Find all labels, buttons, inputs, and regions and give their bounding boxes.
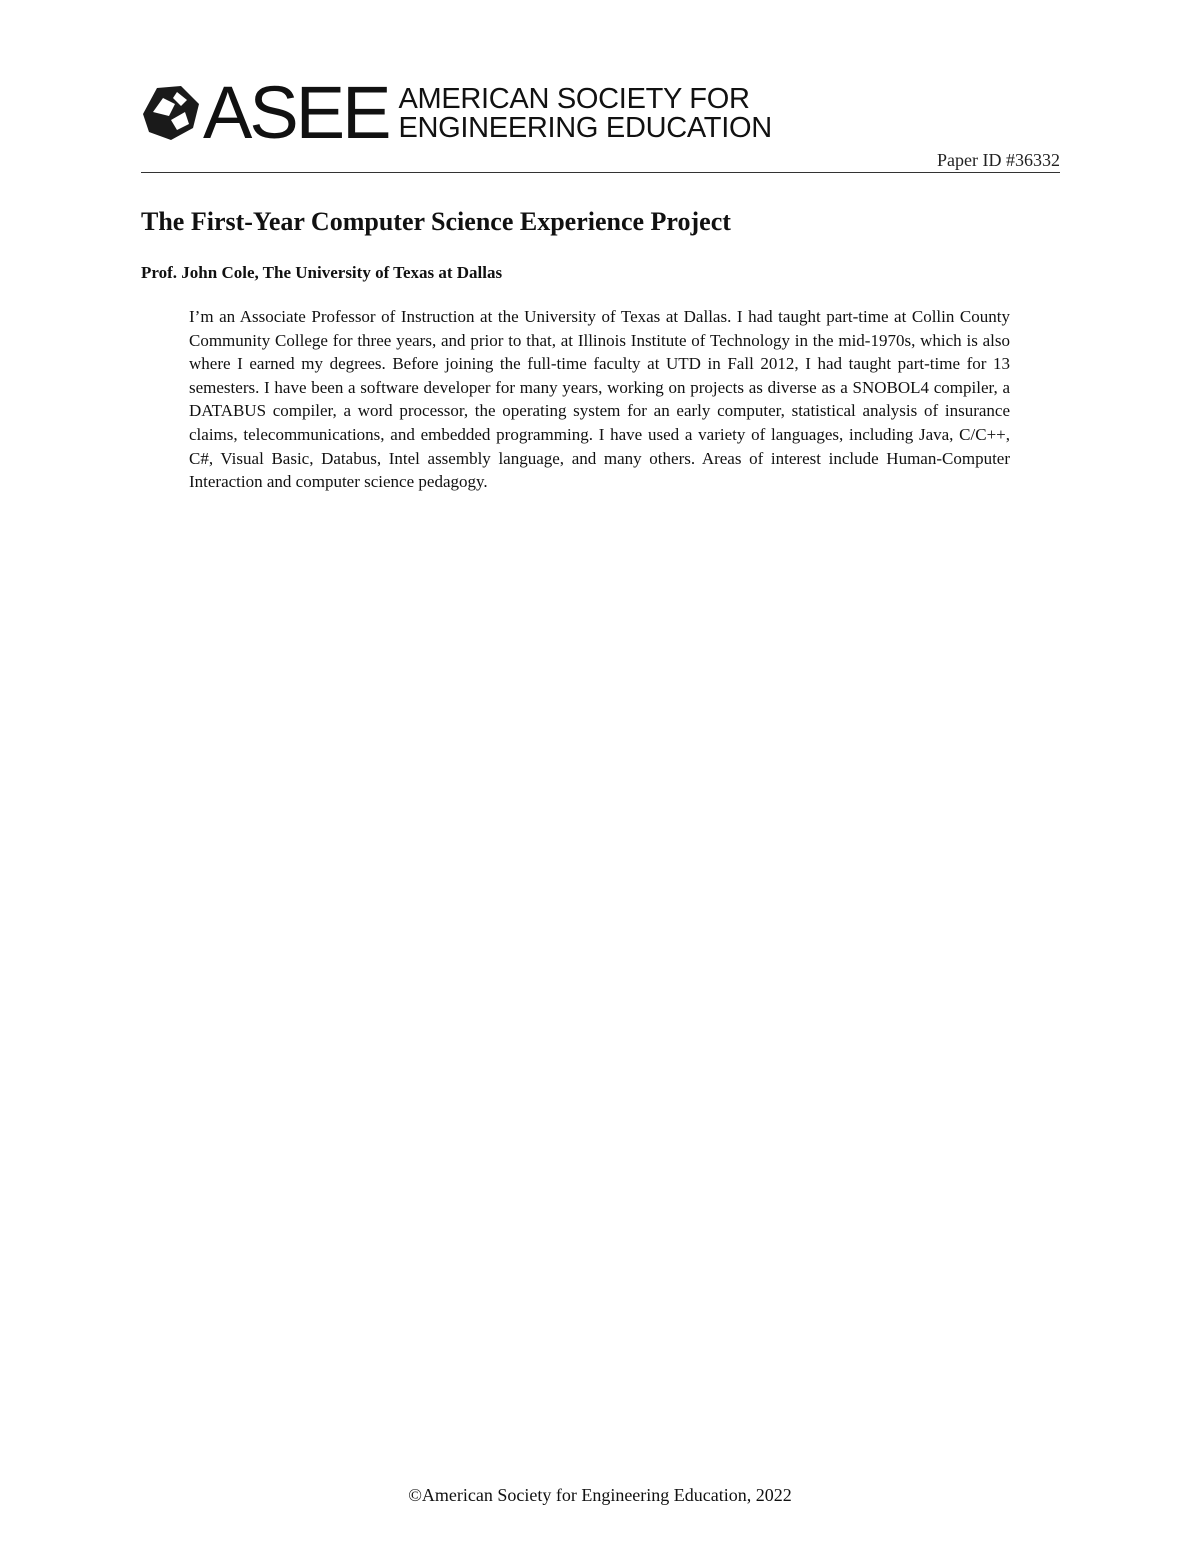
header-divider <box>141 172 1060 173</box>
paper-id: Paper ID #36332 <box>937 150 1060 170</box>
copyright-footer: ©American Society for Engineering Education, 2022 <box>408 1485 792 1505</box>
paper-title: The First-Year Computer Science Experience Project <box>141 207 731 236</box>
logo-acronym: ASEE <box>203 71 389 154</box>
logo-name-line1: AMERICAN SOCIETY FOR <box>398 83 750 115</box>
asee-emblem-icon <box>141 82 201 142</box>
author-bio: I’m an Associate Professor of Instruction at the University of Texas at Dallas. I had taught part-time at Collin County Community College for three years, and prior to that, at Illinois Institute of Technology in the mid-1970s, which is also where I earned my degrees. Before joining the full-time faculty at UTD in Fall 2012, I had taught part-time for 13 semesters. I have been a software developer for many years, working on projects as diverse as a SNOBOL4 compiler, a DATABUS compiler, a word processor, the operating system for an early computer, statistical analysis of insurance claims, telecommunications, and embedded programming. I have used a variety of languages, including Java, C/C++, C#, Visual Basic, Databus, Intel assembly language, and many others. Areas of interest include Human-Computer Interaction and computer science pedagogy. <box>189 307 1010 492</box>
author-line: Prof. John Cole, The University of Texas at Dallas <box>141 263 503 282</box>
logo-name-line2: ENGINEERING EDUCATION <box>398 112 772 144</box>
page-header <box>141 71 1060 174</box>
asee-logo <box>141 71 772 154</box>
logo-society-name <box>398 85 771 143</box>
